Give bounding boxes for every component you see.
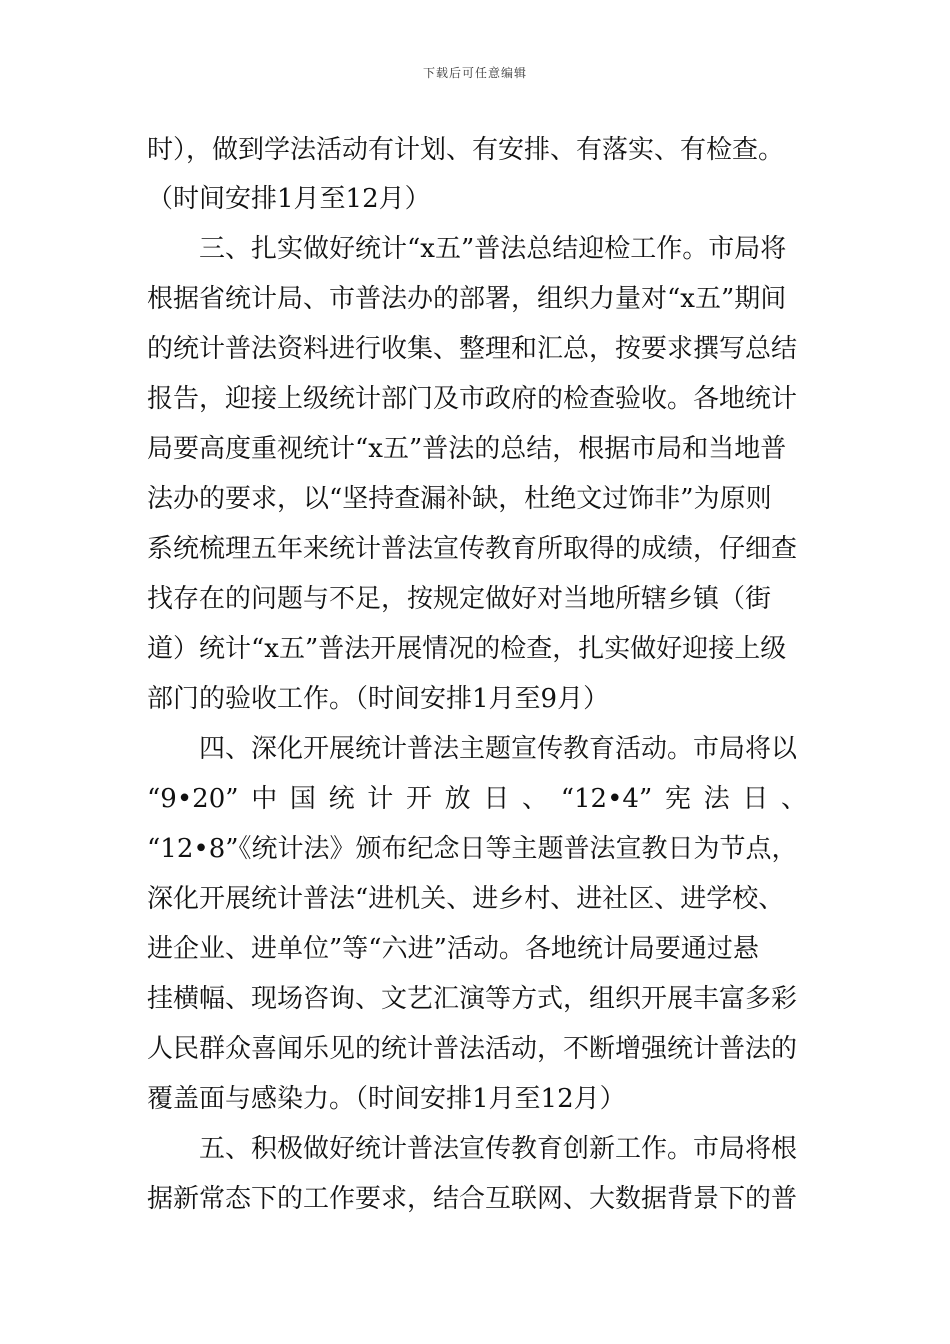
- text-line: 时），做到学法活动有计划、有安排、有落实、有检查。: [147, 135, 785, 165]
- text-line: 部门的验收工作。（时间安排1月至9月）: [147, 684, 610, 714]
- paragraph-heading-5: 五、积极做好统计普法宣传教育创新工作。市局将根: [199, 1134, 798, 1164]
- text-line: 的统计普法资料进行收集、整理和汇总，按要求撰写总结: [147, 334, 798, 364]
- text-line: 覆盖面与感染力。（时间安排1月至12月）: [147, 1084, 626, 1114]
- text-line: “9•20”中国统计开放日、“12•4”宪法日、: [147, 784, 807, 814]
- text-line: 道）统计“x五”普法开展情况的检查，扎实做好迎接上级: [147, 634, 787, 664]
- text-line: “12•8”《统计法》颁布纪念日等主题普法宣教日为节点，: [147, 834, 798, 864]
- text-line: 法办的要求，以“坚持查漏补缺，杜绝文过饰非”为原则: [147, 484, 772, 514]
- text-line: 进企业、进单位”等“六进”活动。各地统计局要通过悬: [147, 934, 759, 964]
- paragraph-heading-3: 三、扎实做好统计“x五”普法总结迎检工作。市局将: [199, 234, 787, 264]
- text-line: 根据省统计局、市普法办的部署，组织力量对“x五”期间: [147, 284, 787, 314]
- text-line: 报告，迎接上级统计部门及市政府的检查验收。各地统计: [147, 384, 798, 414]
- text-line: 找存在的问题与不足，按规定做好对当地所辖乡镇（街: [147, 584, 772, 614]
- text-line: 据新常态下的工作要求，结合互联网、大数据背景下的普: [147, 1184, 798, 1214]
- text-line: （时间安排1月至12月）: [147, 184, 431, 214]
- text-line: 系统梳理五年来统计普法宣传教育所取得的成绩，仔细查: [147, 534, 798, 564]
- text-line: 挂横幅、现场咨询、文艺汇演等方式，组织开展丰富多彩: [147, 984, 798, 1014]
- text-line: 深化开展统计普法“进机关、进乡村、进社区、进学校、: [147, 884, 785, 914]
- text-line: 局要高度重视统计“x五”普法的总结，根据市局和当地普: [147, 434, 787, 464]
- page-header: 下载后可任意编辑: [422, 66, 527, 80]
- text-line: 人民群众喜闻乐见的统计普法活动，不断增强统计普法的: [147, 1034, 798, 1064]
- paragraph-heading-4: 四、深化开展统计普法主题宣传教育活动。市局将以: [199, 734, 798, 764]
